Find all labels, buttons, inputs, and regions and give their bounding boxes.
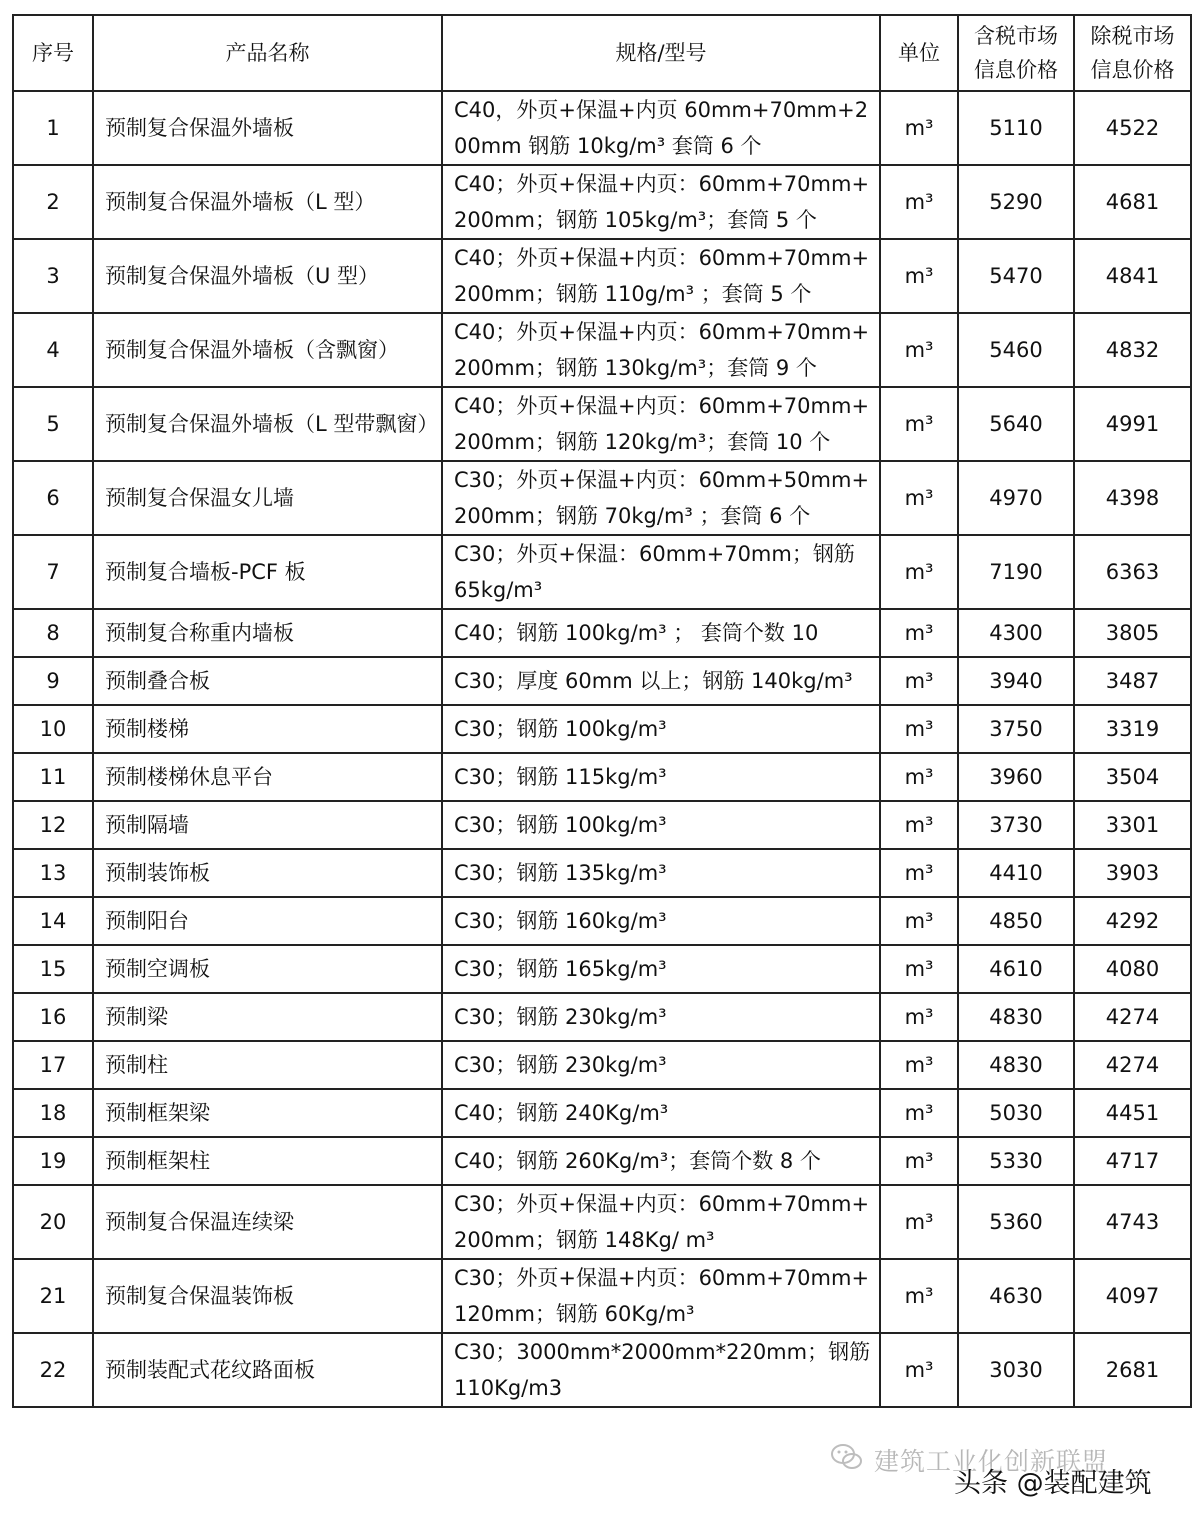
header-tax-incl-price: 含税市场 信息价格 [958,15,1074,91]
cell-unit: m³ [880,535,958,609]
cell-unit: m³ [880,609,958,657]
cell-unit: m³ [880,849,958,897]
wechat-icon [830,1442,864,1472]
table-row [13,705,1191,753]
cell-no: 1 [13,91,93,165]
cell-spec: C30；厚度 60mm 以上；钢筋 140kg/m³ [442,657,880,705]
cell-tax-excl-price: 3301 [1074,801,1191,849]
cell-no: 12 [13,801,93,849]
cell-tax-excl-price: 3805 [1074,609,1191,657]
table-row [13,945,1191,993]
cell-unit: m³ [880,1089,958,1137]
cell-tax-excl-price: 4451 [1074,1089,1191,1137]
table-row [13,165,1191,239]
cell-spec: C30；钢筋 115kg/m³ [442,753,880,801]
cell-unit: m³ [880,387,958,461]
table-row [13,461,1191,535]
table-row [13,753,1191,801]
cell-tax-excl-price: 4080 [1074,945,1191,993]
cell-tax-incl-price: 4610 [958,945,1074,993]
cell-tax-excl-price: 4832 [1074,313,1191,387]
table-row [13,387,1191,461]
cell-name: 预制阳台 [93,897,442,945]
watermark [826,1436,1196,1506]
cell-no: 2 [13,165,93,239]
cell-tax-incl-price: 4850 [958,897,1074,945]
cell-no: 15 [13,945,93,993]
cell-unit: m³ [880,657,958,705]
cell-unit: m³ [880,165,958,239]
table-row [13,1137,1191,1185]
table-row [13,1185,1191,1259]
header-name: 产品名称 [93,15,442,91]
cell-tax-incl-price: 5290 [958,165,1074,239]
header-no: 序号 [13,15,93,91]
cell-name: 预制复合保温女儿墙 [93,461,442,535]
cell-tax-incl-price: 5110 [958,91,1074,165]
cell-spec: C30；外页+保温：60mm+70mm；钢筋 65kg/m³ [442,535,880,609]
table-row [13,1259,1191,1333]
cell-spec: C40；钢筋 260Kg/m³；套筒个数 8 个 [442,1137,880,1185]
cell-tax-excl-price: 4681 [1074,165,1191,239]
cell-spec: C30；外页+保温+内页：60mm+50mm+200mm；钢筋 70kg/m³ ；套筒 6 个 [442,461,880,535]
cell-spec: C30；钢筋 135kg/m³ [442,849,880,897]
cell-unit: m³ [880,753,958,801]
cell-tax-excl-price: 4717 [1074,1137,1191,1185]
cell-tax-incl-price: 4630 [958,1259,1074,1333]
cell-tax-excl-price: 4097 [1074,1259,1191,1333]
cell-no: 20 [13,1185,93,1259]
table-row [13,1089,1191,1137]
header-tax-excl-price: 除税市场 信息价格 [1074,15,1191,91]
table-row [13,657,1191,705]
table-row [13,1041,1191,1089]
cell-spec: C30；钢筋 100kg/m³ [442,705,880,753]
cell-spec: C40；钢筋 240Kg/m³ [442,1089,880,1137]
cell-no: 13 [13,849,93,897]
cell-no: 3 [13,239,93,313]
cell-tax-excl-price: 6363 [1074,535,1191,609]
cell-no: 16 [13,993,93,1041]
cell-name: 预制复合保温外墙板（L 型带飘窗） [93,387,442,461]
cell-no: 8 [13,609,93,657]
cell-spec: C30；钢筋 230kg/m³ [442,1041,880,1089]
cell-tax-incl-price: 5330 [958,1137,1074,1185]
cell-no: 9 [13,657,93,705]
cell-spec: C30；3000mm*2000mm*220mm；钢筋 110Kg/m3 [442,1333,880,1407]
table-row [13,239,1191,313]
cell-name: 预制隔墙 [93,801,442,849]
price-table [12,14,1192,1408]
cell-spec: C30；钢筋 100kg/m³ [442,801,880,849]
cell-spec: C30；钢筋 160kg/m³ [442,897,880,945]
cell-tax-incl-price: 3750 [958,705,1074,753]
cell-name: 预制复合保温外墙板 [93,91,442,165]
cell-name: 预制复合保温外墙板（含飘窗） [93,313,442,387]
cell-spec: C30；外页+保温+内页：60mm+70mm+200mm；钢筋 148Kg/ m³ [442,1185,880,1259]
cell-tax-excl-price: 3903 [1074,849,1191,897]
cell-tax-incl-price: 3940 [958,657,1074,705]
cell-no: 14 [13,897,93,945]
cell-no: 10 [13,705,93,753]
cell-unit: m³ [880,993,958,1041]
cell-spec: C40；外页+保温+内页：60mm+70mm+200mm；钢筋 105kg/m³；套筒 5 个 [442,165,880,239]
cell-unit: m³ [880,1333,958,1407]
cell-unit: m³ [880,461,958,535]
cell-tax-incl-price: 3960 [958,753,1074,801]
cell-tax-incl-price: 5470 [958,239,1074,313]
cell-tax-excl-price: 4991 [1074,387,1191,461]
cell-unit: m³ [880,897,958,945]
watermark-back-text: 建筑工业化创新联盟 [874,1447,1109,1476]
cell-tax-incl-price: 7190 [958,535,1074,609]
cell-tax-excl-price: 4743 [1074,1185,1191,1259]
cell-no: 21 [13,1259,93,1333]
cell-unit: m³ [880,1041,958,1089]
cell-tax-incl-price: 4830 [958,993,1074,1041]
cell-no: 17 [13,1041,93,1089]
table-row [13,801,1191,849]
table-row [13,313,1191,387]
header-spec: 规格/型号 [442,15,880,91]
cell-no: 4 [13,313,93,387]
table-row [13,897,1191,945]
cell-no: 6 [13,461,93,535]
cell-name: 预制空调板 [93,945,442,993]
cell-tax-excl-price: 4274 [1074,1041,1191,1089]
cell-no: 19 [13,1137,93,1185]
table-row [13,993,1191,1041]
cell-no: 5 [13,387,93,461]
cell-tax-incl-price: 3030 [958,1333,1074,1407]
cell-name: 预制梁 [93,993,442,1041]
cell-name: 预制复合称重内墙板 [93,609,442,657]
cell-tax-incl-price: 4830 [958,1041,1074,1089]
cell-spec: C30；外页+保温+内页：60mm+70mm+120mm；钢筋 60Kg/m³ [442,1259,880,1333]
cell-tax-excl-price: 2681 [1074,1333,1191,1407]
cell-spec: C30；钢筋 230kg/m³ [442,993,880,1041]
cell-unit: m³ [880,313,958,387]
cell-spec: C40；钢筋 100kg/m³ ； 套筒个数 10 [442,609,880,657]
cell-spec: C40，外页+保温+内页 60mm+70mm+200mm 钢筋 10kg/m³ 套筒 6 个 [442,91,880,165]
cell-name: 预制框架梁 [93,1089,442,1137]
cell-unit: m³ [880,239,958,313]
cell-tax-excl-price: 4841 [1074,239,1191,313]
cell-tax-incl-price: 5640 [958,387,1074,461]
cell-name: 预制叠合板 [93,657,442,705]
cell-unit: m³ [880,91,958,165]
cell-tax-excl-price: 3319 [1074,705,1191,753]
cell-name: 预制复合保温外墙板（L 型） [93,165,442,239]
table-row [13,609,1191,657]
header-unit: 单位 [880,15,958,91]
cell-tax-incl-price: 5360 [958,1185,1074,1259]
cell-no: 11 [13,753,93,801]
cell-tax-excl-price: 4398 [1074,461,1191,535]
cell-tax-incl-price: 4300 [958,609,1074,657]
cell-unit: m³ [880,1259,958,1333]
cell-spec: C30；钢筋 165kg/m³ [442,945,880,993]
cell-tax-incl-price: 5030 [958,1089,1074,1137]
cell-unit: m³ [880,1137,958,1185]
cell-tax-incl-price: 5460 [958,313,1074,387]
cell-name: 预制复合墙板-PCF 板 [93,535,442,609]
cell-unit: m³ [880,705,958,753]
cell-name: 预制复合保温连续梁 [93,1185,442,1259]
cell-tax-excl-price: 4292 [1074,897,1191,945]
table-row [13,535,1191,609]
table-row [13,91,1191,165]
cell-name: 预制楼梯 [93,705,442,753]
table-row [13,1333,1191,1407]
cell-name: 预制柱 [93,1041,442,1089]
table-header-row [13,15,1191,91]
cell-tax-excl-price: 4274 [1074,993,1191,1041]
table-row [13,849,1191,897]
cell-tax-excl-price: 3504 [1074,753,1191,801]
cell-name: 预制复合保温装饰板 [93,1259,442,1333]
cell-tax-incl-price: 3730 [958,801,1074,849]
cell-no: 22 [13,1333,93,1407]
cell-tax-excl-price: 4522 [1074,91,1191,165]
cell-spec: C40；外页+保温+内页：60mm+70mm+200mm；钢筋 120kg/m³；套筒 10 个 [442,387,880,461]
cell-spec: C40；外页+保温+内页：60mm+70mm+200mm；钢筋 130kg/m³；套筒 9 个 [442,313,880,387]
cell-no: 7 [13,535,93,609]
cell-spec: C40；外页+保温+内页：60mm+70mm+200mm；钢筋 110g/m³ ；套筒 5 个 [442,239,880,313]
cell-name: 预制框架柱 [93,1137,442,1185]
cell-tax-excl-price: 3487 [1074,657,1191,705]
cell-name: 预制装配式花纹路面板 [93,1333,442,1407]
cell-unit: m³ [880,801,958,849]
cell-unit: m³ [880,945,958,993]
cell-no: 18 [13,1089,93,1137]
watermark-front-text: 头条 @装配建筑 [954,1468,1152,1499]
cell-name: 预制复合保温外墙板（U 型） [93,239,442,313]
cell-name: 预制装饰板 [93,849,442,897]
cell-name: 预制楼梯休息平台 [93,753,442,801]
cell-unit: m³ [880,1185,958,1259]
cell-tax-incl-price: 4970 [958,461,1074,535]
cell-tax-incl-price: 4410 [958,849,1074,897]
